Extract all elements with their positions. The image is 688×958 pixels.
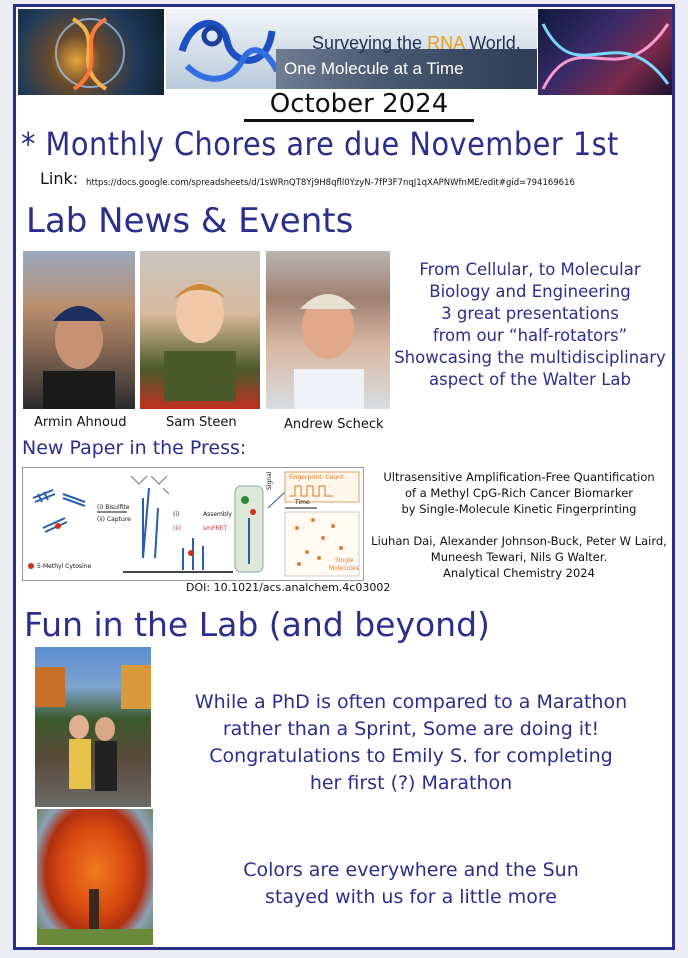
news-heading: Lab News & Events [26,201,354,241]
paper-title [366,469,672,517]
fig-single: Single [335,557,354,564]
fig-fingerprint: Fingerprint: Count [289,474,344,481]
colors-line: stayed with us for a little more [265,886,557,908]
news-line: aspect of the Walter Lab [429,370,631,389]
caption-sam: Sam Steen [166,415,237,430]
paper-doi[interactable]: DOI: 10.1021/acs.analchem.4c03002 [186,581,391,594]
dna-sphere-image [18,9,164,95]
fig-capture: (ii) Capture [97,516,131,523]
chores-title: * Monthly Chores are due November 1st [21,125,619,163]
fig-bisulfite: (i) Bisulfite [97,504,130,511]
issue-date: October 2024 [244,89,474,122]
news-line: from our “half-rotators” [432,326,628,345]
paper-figure [22,467,364,581]
paper-heading: New Paper in the Press: [22,437,247,459]
paper-author-line: Muneesh Tewari, Nils G Walter. [430,550,608,564]
paper-author-line: Analytical Chemistry 2024 [443,566,595,580]
caption-andrew: Andrew Scheck [284,417,384,432]
dna-abstract-image [538,9,674,95]
rna-structure-icon [172,11,282,87]
marathon-line: rather than a Sprint, Some are doing it! [222,718,600,740]
fig-assembly: Assembly [203,511,232,518]
fig-time: Time [295,499,310,506]
news-line: Biology and Engineering [429,282,631,301]
paper-authors [366,533,672,581]
dna-strand-icon [538,9,674,95]
marathon-line: her first (?) Marathon [309,772,513,794]
news-line: 3 great presentations [441,304,619,323]
fig-assembly-prefix: (i) [173,511,180,518]
news-line: Showcasing the multidisciplinary [394,348,666,367]
marathon-line: Congratulations to Emily S. for completing [209,745,613,767]
fig-smfret-prefix: (ii) [173,525,182,532]
photo-marathon [35,647,151,807]
photo-autumn-tree [37,809,153,945]
chores-link-label: Link: [40,169,79,188]
paper-title-line: Ultrasensitive Amplification-Free Quantification [383,470,655,484]
dna-helix-icon [18,9,164,95]
fig-smfret: smFRET [203,525,228,532]
fig-signal: Signal [266,471,273,490]
colors-line: Colors are everywhere and the Sun [243,859,579,881]
marathon-line: While a PhD is often compared to a Marathon [194,691,628,713]
paper-title-line: of a Methyl CpG-Rich Cancer Biomarker [404,486,634,500]
paper-author-line: Liuhan Dai, Alexander Johnson-Buck, Peter W Laird, [371,534,667,548]
colors-text [156,857,666,911]
news-line: From Cellular, to Molecular [419,260,641,279]
photo-armin [23,251,135,409]
fig-molecules: Molecules [329,565,359,572]
lab-banner [166,9,537,89]
caption-armin: Armin Ahnoud [34,415,127,430]
fun-heading: Fun in the Lab (and beyond) [24,605,490,644]
newsletter-page [13,4,675,950]
paper-title-line: by Single-Molecule Kinetic Fingerprinting [401,502,637,516]
photo-sam [140,251,260,409]
photo-andrew [266,251,390,409]
chores-link[interactable]: https://docs.google.com/spreadsheets/d/1sWRnQT8Yj9H8qfll0YzyN-7fP3F7nqJ1qXAPNWfnME/edit#gid=794169616 [86,178,575,188]
news-text [394,259,666,391]
banner-line2: One Molecule at a Time [284,59,464,78]
fig-methyl-label: 5-Methyl Cytosine [37,563,92,570]
marathon-text [156,689,666,797]
banner-line1: Surveying the RNA World, [312,33,521,53]
